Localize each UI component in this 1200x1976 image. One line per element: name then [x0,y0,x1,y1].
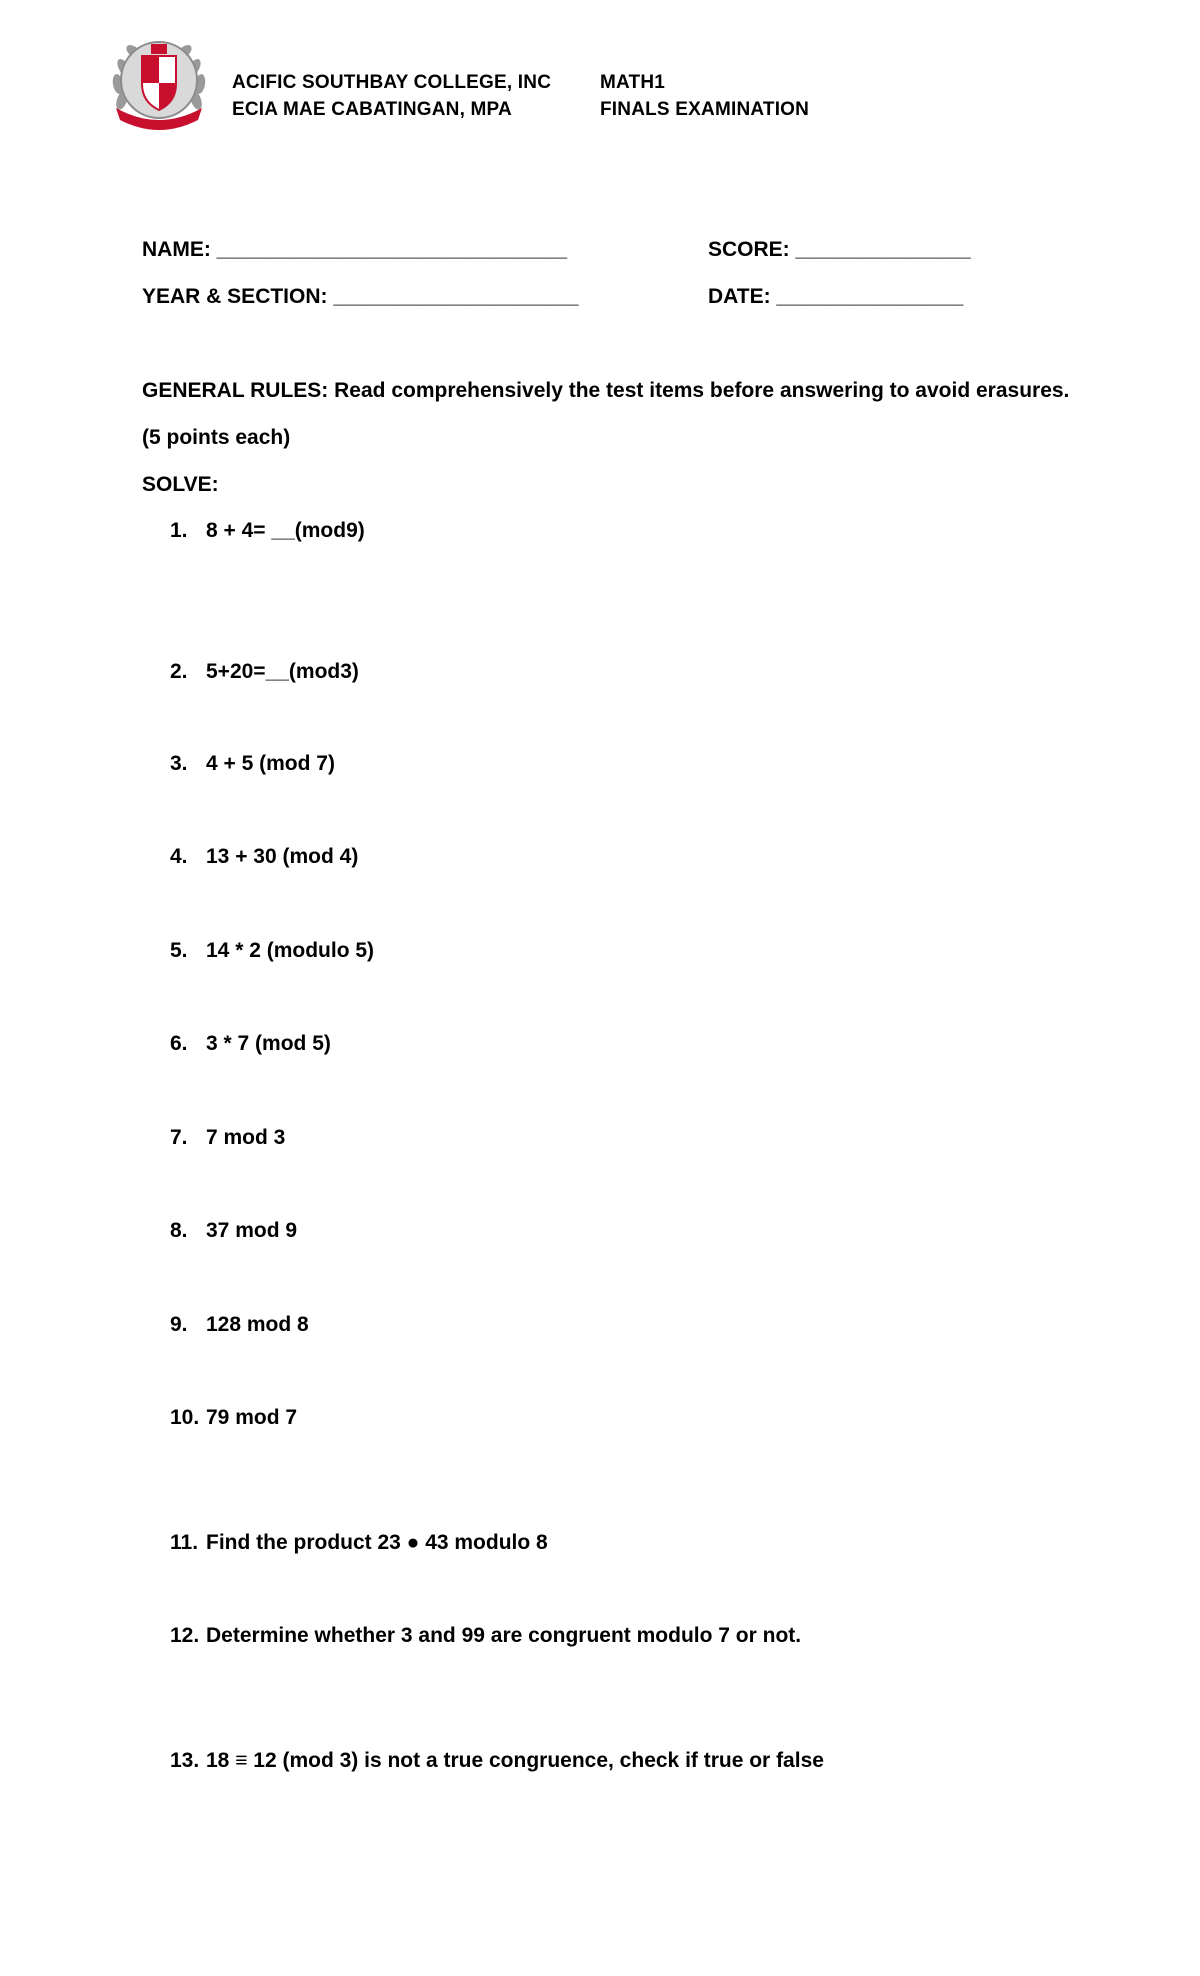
points-note: (5 points each) [142,426,291,449]
list-item: 12. Determine whether 3 and 99 are congruent modulo 7 or not. [170,1624,802,1647]
list-item: 5. 14 * 2 (modulo 5) [170,939,375,962]
instructor-name: ECIA MAE CABATINGAN, MPA [232,99,512,120]
score-field[interactable]: SCORE: _______________ [708,238,971,261]
general-rules: GENERAL RULES: Read comprehensively the test items before answering to avoid erasures. [142,379,1070,402]
list-item: 10. 79 mod 7 [170,1406,298,1429]
school-name: ACIFIC SOUTHBAY COLLEGE, INC [232,72,552,93]
list-item: 1. 8 + 4= __(mod9) [170,519,365,542]
list-item: 13. 18 ≡ 12 (mod 3) is not a true congruence, check if true or false [170,1749,824,1772]
year-section-field[interactable]: YEAR & SECTION: _____________________ [142,285,579,308]
list-item: 11. Find the product 23 ● 43 modulo 8 [170,1531,548,1554]
list-item: 8. 37 mod 9 [170,1219,298,1242]
name-field[interactable]: NAME: ______________________________ [142,238,568,261]
list-item: 6. 3 * 7 (mod 5) [170,1032,331,1055]
exam-type: FINALS EXAMINATION [600,99,810,120]
subject-code: MATH1 [600,72,666,93]
solve-heading: SOLVE: [142,473,219,496]
date-field[interactable]: DATE: ________________ [708,285,964,308]
list-item: 3. 4 + 5 (mod 7) [170,752,335,775]
list-item: 2. 5+20=__(mod3) [170,660,359,683]
list-item: 7. 7 mod 3 [170,1126,286,1149]
list-item: 4. 13 + 30 (mod 4) [170,845,359,868]
list-item: 9. 128 mod 8 [170,1313,309,1336]
college-logo [104,28,214,136]
